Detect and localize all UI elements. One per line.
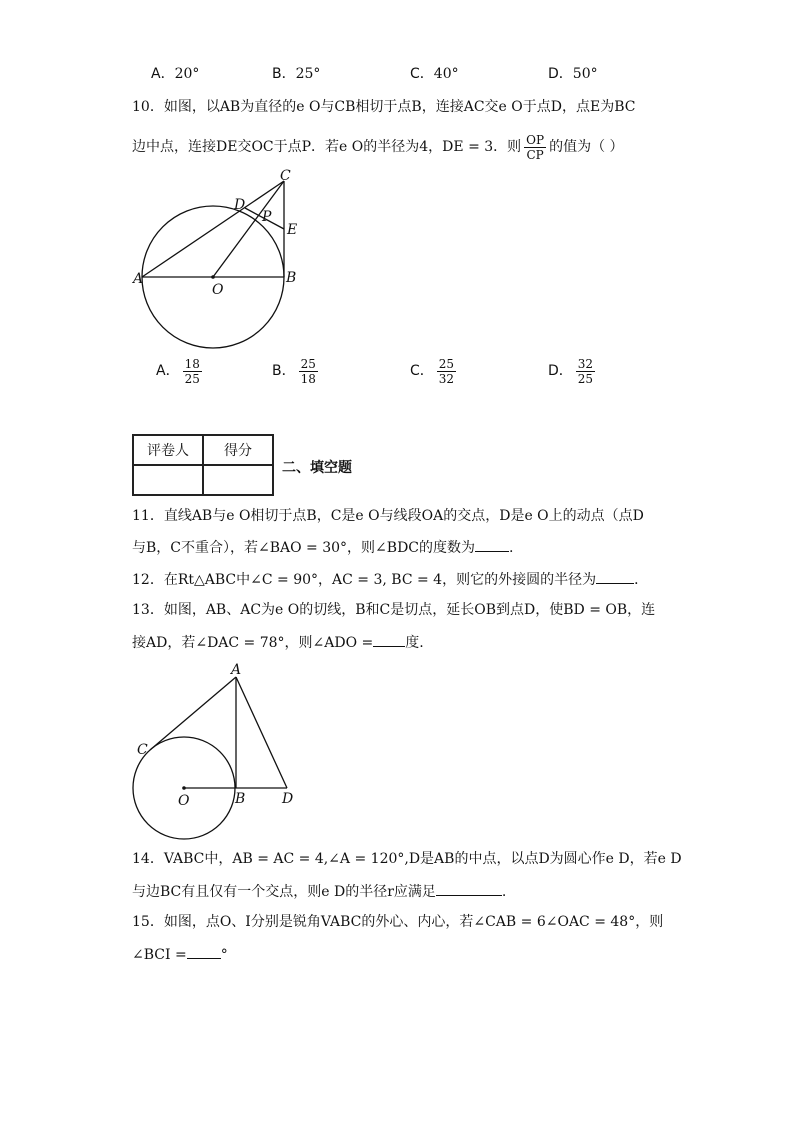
q10-line2: 边中点，连接DE交OC于点P．若e O的半径为4，DE = 3．则 $\frac{OP}{CP}$ 的值为（ ） xyxy=(132,132,624,162)
q9-option-d: D．50° xyxy=(548,66,598,82)
q15-answer-blank[interactable] xyxy=(187,944,221,959)
q15-line1: 15．如图，点O、I分别是锐角VABC的外心、内心，若∠CAB = 6∠OAC = 48°，则 xyxy=(132,914,664,930)
score-table-score-header: 得分 xyxy=(203,435,273,465)
q11-line1: 11．直线AB与e O相切于点B，C是e O与线段OA的交点，D是e O上的动点（点D xyxy=(132,508,644,524)
q13-label-o: O xyxy=(178,793,190,809)
q10-label-a: A xyxy=(133,271,144,287)
q9-option-a: A．20° xyxy=(151,66,200,82)
q13-label-d: D xyxy=(282,791,294,807)
q10-label-p: P xyxy=(262,209,272,225)
q9-option-b: B．25° xyxy=(272,66,321,82)
q10-label-c: C xyxy=(280,168,291,184)
q13-line-ad xyxy=(236,677,287,788)
q10-ratio-fraction: $\frac{OP}{CP}$ xyxy=(526,132,545,162)
score-table-grader-header: 评卷人 xyxy=(133,435,203,465)
q10-option-a: A． $\frac{18}{25}$ xyxy=(156,356,200,386)
q10-label-e: E xyxy=(287,222,298,238)
q13-line-ac xyxy=(150,677,236,750)
q13-center-dot xyxy=(182,786,186,790)
q14-line1: 14．VABC中，AB = AC = 4,∠A = 120°,D是AB的中点，以点D为圆心作e D，若e D xyxy=(132,851,682,867)
q13-line1: 13．如图，AB、AC为e O的切线，B和C是切点，延长OB到点D，使BD = OB，连 xyxy=(132,602,656,618)
q13-label-a: A xyxy=(231,662,242,678)
q10-option-d: D． $\frac{32}{25}$ xyxy=(548,356,594,386)
q10-label-d: D xyxy=(234,197,246,213)
q10-label-b: B xyxy=(286,270,297,286)
q15-line2: ∠BCI = ° xyxy=(132,944,228,965)
q10-option-c: C． $\frac{25}{32}$ xyxy=(410,356,455,386)
q12-line: 12．在Rt△ABC中∠C = 90°，AC = 3, BC = 4，则它的外接圆的半径为 ． xyxy=(132,569,648,590)
q13-label-b: B xyxy=(235,791,246,807)
q13-label-c: C xyxy=(137,742,148,758)
q13-line2: 接AD，若∠DAC = 78°，则∠ADO = 度. xyxy=(132,632,424,653)
section-title: 二、填空题 xyxy=(282,460,352,476)
q14-answer-blank[interactable] xyxy=(436,881,502,896)
q9-option-c: C．40° xyxy=(410,66,459,82)
q10-label-o: O xyxy=(212,282,224,298)
q10-option-b: B． $\frac{25}{18}$ xyxy=(272,356,316,386)
q10-line1: 10．如图，以AB为直径的e O与CB相切于点B，连接AC交e O于点D，点E为BC xyxy=(132,99,636,115)
q14-line2: 与边BC有且仅有一个交点，则e D的半径r应满足 . xyxy=(132,881,506,902)
q11-line2: 与B，C不重合），若∠BAO = 30°，则∠BDC的度数为 . xyxy=(132,537,513,558)
